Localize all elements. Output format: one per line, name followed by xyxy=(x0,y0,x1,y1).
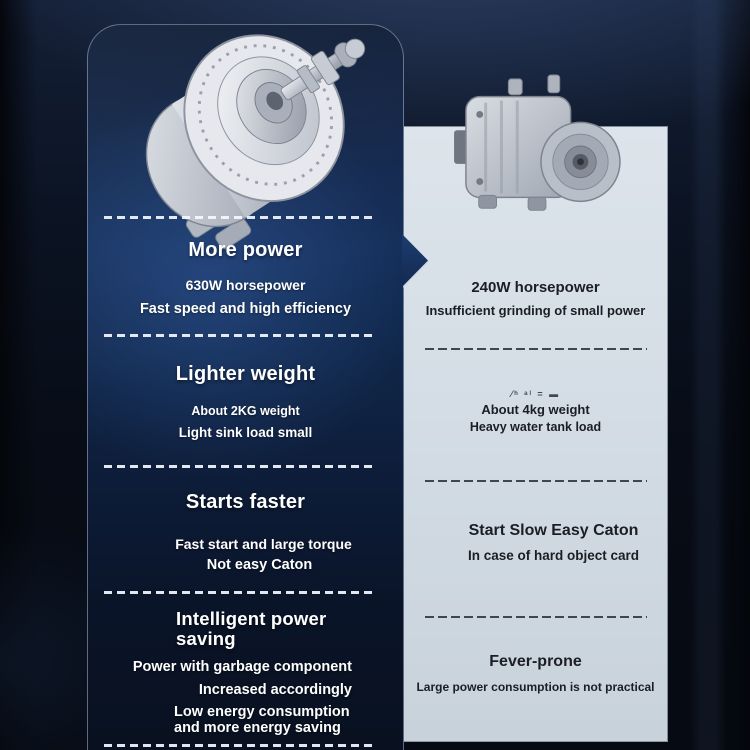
right-section-heading: Fever-prone xyxy=(489,653,582,670)
right-section-heading: 240W horsepower xyxy=(471,279,600,296)
left-section-heading: More power xyxy=(188,239,303,261)
left-product-panel xyxy=(87,24,404,750)
right-product-panel xyxy=(403,126,668,742)
left-section-line: Light sink load small xyxy=(178,425,313,440)
arrow-right-icon xyxy=(402,234,428,287)
right-section-heading: Start Slow Easy Caton xyxy=(468,522,639,539)
divider-dashed xyxy=(104,591,376,594)
divider-dashed xyxy=(425,348,647,350)
divider-dashed xyxy=(425,616,647,618)
right-section-line: Large power consumption is not practical xyxy=(416,680,655,694)
left-section-line: 630W horsepower xyxy=(185,277,306,293)
divider-dashed xyxy=(104,744,376,747)
left-section-line: Power with garbage component xyxy=(132,659,352,675)
erased-text-artifact: ⁄ʰ ᵃˡ = ▬ xyxy=(510,389,561,399)
left-section-heading: Intelligent power saving xyxy=(176,608,327,649)
divider-dashed xyxy=(104,334,376,337)
left-section-heading: Starts faster xyxy=(185,491,306,513)
left-section-line: Increased accordingly xyxy=(198,682,352,698)
panel-arrow-pointer xyxy=(402,234,428,287)
right-section-line: Heavy water tank load xyxy=(469,420,602,434)
divider-dashed xyxy=(104,465,376,468)
left-section-line: Fast speed and high efficiency xyxy=(139,301,352,317)
divider-dashed xyxy=(425,480,647,482)
divider-dashed xyxy=(104,216,376,219)
hub-motor-image xyxy=(118,0,408,239)
left-section-heading: Lighter weight xyxy=(175,363,316,385)
compressor-image xyxy=(452,71,624,229)
left-section-line: Low energy consumption and more energy saving xyxy=(174,704,350,736)
left-section-line: Not easy Caton xyxy=(206,557,313,573)
right-section-heading: About 4kg weight xyxy=(481,402,590,417)
right-section-line: Insufficient grinding of small power xyxy=(425,303,646,318)
left-section-line: Fast start and large torque xyxy=(175,536,352,552)
left-section-line: About 2KG weight xyxy=(191,404,300,418)
right-section-line: In case of hard object card xyxy=(467,548,640,563)
